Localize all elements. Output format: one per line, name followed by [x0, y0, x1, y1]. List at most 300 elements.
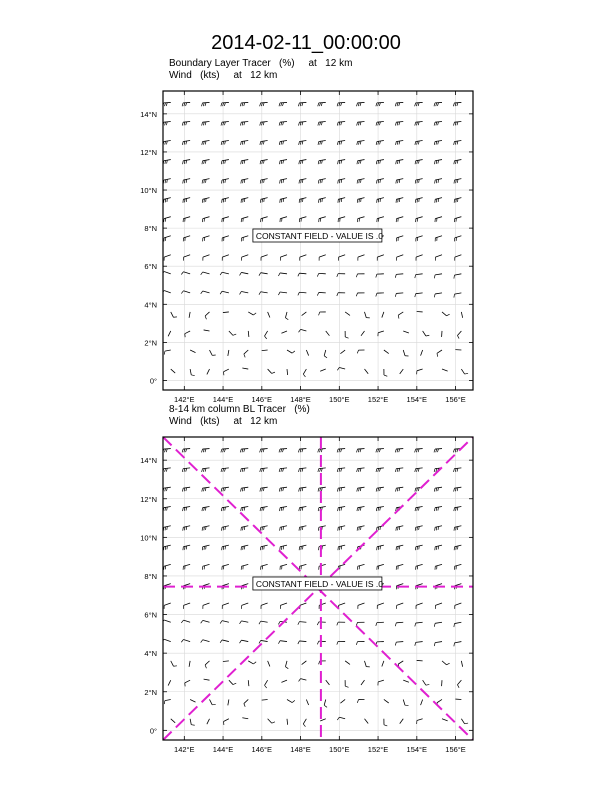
wind-barb [317, 273, 325, 276]
barb-shaft [280, 603, 287, 605]
barb-feather [321, 488, 322, 491]
barb-feather [263, 141, 264, 144]
wind-barb [241, 160, 249, 165]
barb-feather [319, 312, 320, 315]
barb-shaft [457, 680, 461, 685]
barb-feather [437, 103, 438, 106]
wind-barb [415, 642, 423, 646]
wind-barb [268, 312, 270, 318]
wind-barb [203, 603, 210, 609]
barb-feather [457, 103, 458, 106]
wind-barb [278, 292, 287, 295]
barb-feather [359, 507, 360, 510]
wind-barb [378, 680, 384, 685]
barb-feather [379, 122, 380, 125]
barb-feather [292, 700, 295, 702]
barb-feather [360, 449, 361, 452]
barb-shaft [205, 312, 209, 316]
wind-barb [357, 121, 365, 125]
barb-feather [299, 161, 300, 164]
barb-feather [320, 180, 321, 183]
barb-feather [244, 103, 245, 106]
barb-shaft [319, 255, 326, 257]
barb-feather [166, 468, 167, 471]
barb-feather [302, 507, 303, 510]
wind-barb [434, 160, 442, 165]
barb-shaft [303, 719, 306, 724]
barb-feather [318, 527, 319, 530]
wind-barb [337, 367, 345, 370]
wind-barb [164, 198, 171, 203]
barb-feather [438, 141, 439, 144]
wind-barb [376, 642, 384, 646]
barb-feather [399, 488, 400, 491]
barb-shaft [365, 369, 369, 374]
y-tick-label: 4°N [144, 300, 157, 310]
barb-shaft [384, 699, 389, 703]
wind-barb [262, 350, 268, 351]
barb-shaft [339, 717, 345, 719]
wind-barb [302, 312, 307, 316]
x-tick-label: 152°E [367, 395, 389, 404]
wind-barb [202, 179, 209, 184]
panel-1 [140, 91, 473, 404]
wind-barb [340, 350, 345, 354]
barb-feather [436, 507, 437, 510]
wind-barb [240, 102, 248, 106]
barb-shaft [287, 699, 292, 702]
barb-feather [322, 160, 323, 163]
wind-barb [434, 622, 442, 626]
barb-feather [242, 141, 243, 144]
barb-feather [415, 508, 416, 511]
barb-shaft [268, 719, 272, 723]
wind-barb [299, 160, 307, 165]
barb-feather [418, 449, 419, 452]
barb-shaft [265, 331, 268, 336]
wind-barb [396, 217, 403, 222]
barb-feather [454, 488, 455, 491]
wind-barb [163, 160, 171, 165]
wind-barb [415, 160, 423, 165]
wind-barb [202, 121, 210, 125]
wind-barb [417, 719, 423, 724]
barb-feather [302, 122, 303, 125]
barb-shaft [287, 350, 292, 353]
wind-barb [421, 350, 423, 356]
barb-feather [221, 103, 222, 106]
wind-barb [280, 217, 287, 222]
wind-barb [287, 369, 288, 375]
barb-feather [324, 705, 327, 707]
barb-shaft [365, 719, 369, 724]
wind-barb [240, 272, 249, 275]
wind-barb [241, 487, 249, 491]
wind-barb [318, 121, 326, 125]
barb-feather [259, 292, 261, 295]
wind-barb [259, 273, 268, 276]
wind-barb [202, 468, 210, 472]
barb-feather [345, 686, 348, 687]
barb-shaft [435, 217, 442, 219]
barb-shaft [326, 331, 330, 336]
barb-feather [454, 141, 455, 144]
barb-feather [220, 291, 222, 294]
wind-barb [181, 272, 190, 275]
barb-shaft [417, 719, 423, 721]
wind-barb [299, 487, 307, 491]
barb-feather [206, 179, 207, 182]
barb-shaft [203, 620, 210, 622]
barb-shaft [265, 680, 268, 685]
wind-barb [376, 468, 384, 472]
barb-feather [434, 275, 435, 278]
barb-feather [298, 622, 300, 625]
barb-feather [165, 527, 166, 530]
wind-barb [241, 217, 248, 222]
barb-feather [358, 468, 359, 471]
wind-barb [285, 661, 288, 669]
barb-feather [434, 623, 435, 626]
barb-feather [437, 353, 438, 356]
barb-feather [318, 508, 319, 511]
barb-feather [242, 449, 243, 452]
barb-feather [303, 724, 305, 727]
wind-barb [281, 331, 287, 333]
wind-barb [279, 102, 287, 106]
wind-barb [403, 699, 408, 705]
wind-barb [421, 699, 423, 705]
barb-feather [359, 180, 360, 183]
x-tick-label: 144°E [212, 745, 234, 754]
barb-feather [259, 621, 261, 624]
barb-feather [359, 488, 360, 491]
wind-barb [303, 719, 306, 727]
barb-feather [322, 179, 323, 182]
barb-feather [186, 122, 187, 125]
wind-barb [163, 179, 170, 184]
wind-barb [454, 293, 461, 298]
barb-shaft [397, 603, 404, 605]
barb-feather [265, 685, 267, 688]
wind-barb [442, 719, 448, 721]
barb-feather [263, 449, 264, 452]
wind-barb [280, 255, 287, 261]
barb-feather [165, 122, 166, 125]
barb-shaft [224, 719, 229, 722]
barb-shaft [268, 369, 272, 373]
wind-barb [299, 329, 307, 332]
wind-barb [398, 312, 403, 319]
barb-feather [397, 103, 398, 106]
wind-barb [205, 661, 209, 668]
barb-shaft [242, 217, 249, 219]
barb-feather [376, 180, 377, 183]
wind-barb [260, 160, 268, 165]
barb-feather [398, 180, 399, 183]
barb-feather [244, 122, 245, 125]
barb-shaft [398, 312, 403, 315]
barb-feather [165, 160, 166, 163]
barb-feather [240, 122, 241, 125]
wind-barb [202, 487, 210, 491]
barb-feather [318, 161, 319, 164]
wind-barb [454, 642, 461, 647]
barb-feather [202, 508, 203, 511]
barb-feather [201, 291, 203, 294]
barb-feather [281, 141, 282, 144]
wind-barb [357, 350, 364, 353]
barb-feather [224, 103, 225, 106]
barb-feather [260, 469, 261, 472]
barb-feather [438, 507, 439, 510]
wind-barb [242, 368, 248, 369]
barb-shaft [190, 369, 191, 375]
barb-shaft [280, 255, 287, 257]
wind-barb [454, 506, 462, 511]
barb-feather [265, 336, 267, 339]
barb-feather [376, 623, 377, 626]
barb-shaft [437, 350, 442, 353]
wind-barb [337, 121, 345, 125]
barb-shaft [461, 719, 464, 724]
wind-barb [164, 564, 171, 569]
wind-barb [378, 331, 384, 336]
barb-shaft [378, 331, 384, 333]
barb-shaft [435, 584, 442, 586]
barb-feather [182, 488, 183, 491]
barb-feather [279, 141, 280, 144]
wind-barb [163, 449, 171, 453]
barb-feather [437, 449, 438, 452]
barb-shaft [301, 329, 307, 331]
barb-feather [221, 469, 222, 472]
wind-barb [220, 272, 229, 275]
barb-shaft [164, 255, 171, 257]
wind-barb [201, 291, 210, 294]
barb-feather [205, 122, 206, 125]
wind-barb [202, 506, 210, 511]
barb-feather [186, 449, 187, 452]
barb-feather [205, 160, 206, 163]
barb-feather [181, 620, 183, 623]
barb-feather [263, 103, 264, 106]
wind-barb [376, 487, 384, 491]
wind-barb [280, 179, 287, 184]
barb-feather [202, 469, 203, 472]
barb-shaft [358, 255, 365, 257]
barb-shaft [210, 350, 213, 355]
wind-barb [202, 526, 209, 531]
barb-feather [358, 103, 359, 106]
barb-shaft [280, 641, 287, 642]
wind-barb [395, 121, 403, 125]
wind-barb [299, 545, 306, 550]
barb-feather [454, 527, 455, 530]
barb-feather [415, 180, 416, 183]
barb-feather [337, 274, 338, 277]
barb-feather [205, 141, 206, 144]
y-tick-label: 12°N [140, 147, 157, 157]
barb-feather [259, 273, 261, 276]
barb-shaft [437, 699, 442, 702]
barb-shaft [378, 680, 384, 682]
wind-barb [298, 273, 307, 276]
wind-barb [205, 312, 209, 319]
barb-shaft [242, 236, 249, 238]
wind-barb [318, 526, 325, 531]
barb-feather [283, 507, 284, 510]
wind-barb [299, 506, 307, 511]
wind-barb [435, 526, 442, 531]
barb-feather [396, 508, 397, 511]
barb-feather [281, 488, 282, 491]
wind-barb [338, 526, 345, 531]
wind-barb [202, 141, 210, 145]
barb-feather [415, 141, 416, 144]
barb-feather [426, 335, 429, 336]
barb-feather [337, 293, 338, 296]
barb-feather [320, 141, 321, 144]
wind-barb [356, 449, 364, 453]
wind-barb [303, 369, 306, 377]
barb-feather [279, 122, 280, 125]
wind-barb [201, 640, 210, 643]
wind-barb [202, 160, 210, 165]
barb-feather [359, 527, 360, 530]
wind-barb [434, 487, 442, 491]
wind-barb [338, 179, 345, 184]
barb-feather [337, 122, 338, 125]
wind-barb [377, 545, 384, 550]
barb-feather [205, 468, 206, 471]
wind-barb [357, 217, 364, 222]
barb-feather [302, 103, 303, 106]
barb-shaft [242, 255, 249, 257]
barb-feather [299, 527, 300, 530]
wind-barb [365, 661, 370, 667]
barb-feather [165, 141, 166, 144]
barb-feather [357, 122, 358, 125]
wind-barb [202, 564, 209, 569]
barb-feather [337, 641, 338, 644]
wind-barb [279, 468, 287, 472]
barb-shaft [248, 680, 249, 686]
barb-feather [272, 722, 275, 723]
wind-barb [210, 699, 216, 704]
barb-feather [204, 141, 205, 144]
wind-barb [164, 699, 170, 704]
barb-feather [164, 449, 165, 452]
barb-feather [225, 526, 226, 529]
wind-barb [357, 526, 364, 531]
wind-barb [337, 449, 345, 453]
wind-barb [182, 468, 190, 472]
barb-feather [260, 527, 261, 530]
barb-feather [260, 180, 261, 183]
wind-barb [221, 449, 229, 453]
barb-feather [454, 624, 455, 627]
wind-barb [376, 141, 384, 145]
wind-barb [435, 255, 442, 261]
barb-feather [320, 468, 321, 471]
y-tick-label: 0° [149, 726, 157, 736]
barb-feather [356, 449, 357, 452]
barb-shaft [228, 699, 229, 705]
barb-feather [181, 272, 183, 275]
barb-feather [457, 685, 459, 688]
barb-shaft [396, 293, 403, 294]
barb-feather [341, 160, 342, 163]
barb-feather [415, 527, 416, 530]
barb-feather [399, 122, 400, 125]
wind-barb [185, 680, 190, 686]
wind-barb [437, 350, 442, 357]
wind-barb [259, 621, 268, 624]
barb-feather [285, 667, 288, 669]
barb-shaft [421, 699, 423, 705]
barb-feather [204, 527, 205, 530]
wind-barb [224, 369, 229, 375]
barb-feather [242, 103, 243, 106]
barb-feather [454, 161, 455, 164]
barb-feather [357, 180, 358, 183]
barb-feather [357, 700, 358, 703]
wind-barb [260, 487, 268, 491]
wind-barb [241, 526, 248, 531]
barb-feather [244, 449, 245, 452]
wind-barb [434, 102, 442, 106]
barb-feather [299, 488, 300, 491]
wind-barb [461, 369, 468, 374]
wind-barb [415, 293, 423, 297]
barb-feather [356, 274, 357, 277]
wind-barb [298, 292, 307, 295]
barb-feather [434, 161, 435, 164]
barb-feather [240, 272, 242, 275]
barb-feather [447, 314, 450, 316]
wind-barb [415, 468, 423, 472]
barb-feather [181, 291, 183, 294]
wind-barb [454, 141, 462, 145]
wind-barb [260, 102, 268, 106]
barb-feather [283, 179, 284, 182]
wind-barb [395, 642, 403, 646]
barb-feather [221, 508, 222, 511]
barb-shaft [281, 331, 287, 333]
barb-shaft [244, 350, 248, 354]
wind-barb [207, 719, 210, 724]
wind-barb [221, 179, 228, 184]
barb-shaft [435, 622, 442, 623]
barb-feather [240, 291, 242, 294]
wind-barb [260, 141, 268, 145]
barb-feather [283, 160, 284, 163]
barb-feather [165, 180, 166, 183]
barb-feather [244, 468, 245, 471]
barb-feather [434, 643, 435, 646]
barb-feather [453, 103, 454, 106]
barb-shaft [164, 217, 171, 219]
barb-shaft [204, 679, 210, 680]
barb-feather [426, 684, 429, 685]
wind-barb [279, 487, 287, 491]
barb-feather [320, 160, 321, 163]
barb-feather [205, 316, 206, 319]
barb-feather [454, 122, 455, 125]
barb-feather [454, 508, 455, 511]
barb-shaft [345, 661, 350, 665]
